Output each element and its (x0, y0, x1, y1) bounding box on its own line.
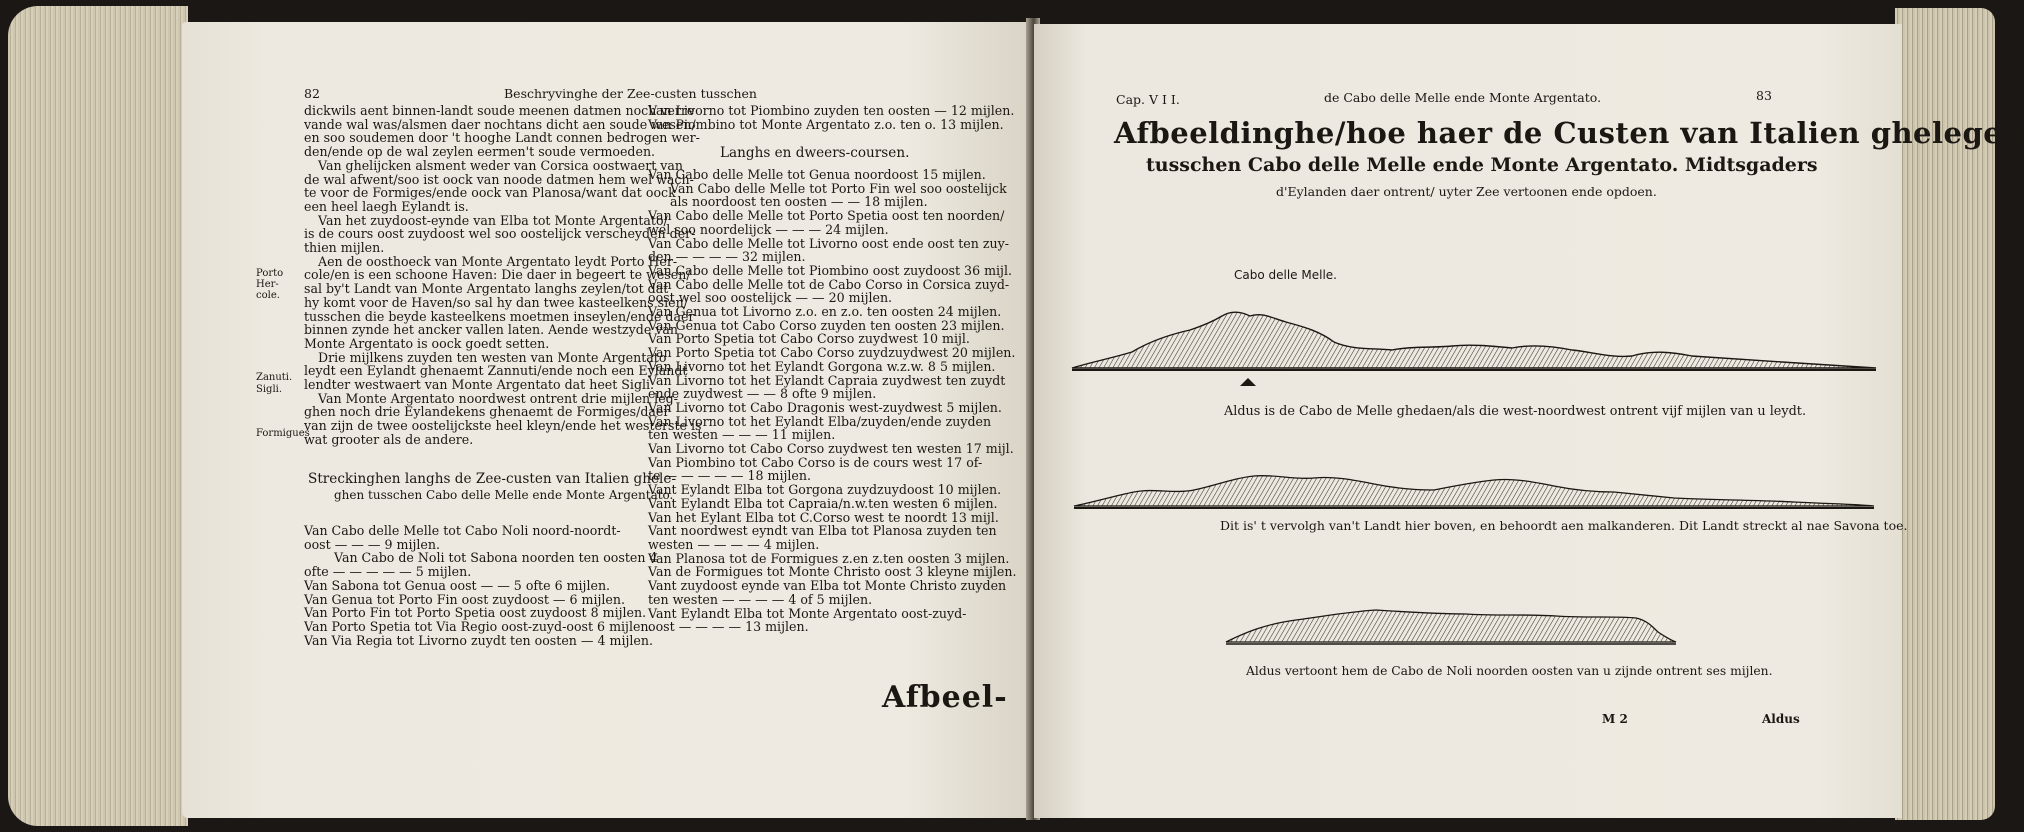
text-line: Van Livorno tot Cabo Dragonis west-zuydwest 5 mijlen. (648, 399, 1002, 415)
text-line: binnen zynde het ancker vallen laten. Aende westzyde van (304, 322, 679, 338)
right-catchword: Aldus (1762, 712, 1800, 726)
text-line: Van Genua tot Livorno z.o. en z.o. ten oosten 24 mijlen. (648, 304, 1002, 320)
text-line: Vant noordwest eyndt van Elba tot Planosa zuyden ten (648, 523, 997, 539)
cabo-delle-melle-label: Cabo delle Melle. (1234, 268, 1337, 282)
text-line: Van het Eylant Elba tot C.Corso west te noordt 13 mijl. (648, 509, 999, 525)
text-line: een heel laegh Eylandt is. (304, 198, 469, 214)
ship-marker (1240, 378, 1256, 386)
coastal-view-continuation (1074, 466, 1874, 516)
cross-courses-heading: Langhs en dweers-coursen. (720, 145, 910, 161)
text-line: Van Cabo delle Melle tot Livorno oost ende oost ten zuy- (648, 235, 1009, 251)
cross-courses-list (648, 167, 1017, 635)
text-line: Van Cabo de Noli tot Sabona noorden ten oosten 4 (334, 550, 658, 566)
text-line: ghen noch drie Eylandekens ghenaemt de Formiges/daer (304, 404, 670, 420)
text-line: Drie mijlkens zuyden ten westen van Monte Argentato (318, 349, 667, 365)
text-line: den/ende op de wal zeylen eermen't soude vermoeden. (304, 144, 656, 160)
text-line: Van Porto Spetia tot Cabo Corso zuydzuydwest 20 mijlen. (648, 345, 1016, 361)
text-line: Van Cabo delle Melle tot Porto Fin wel soo oostelijck (670, 180, 1007, 196)
text-line: leydt een Eylandt ghenaemt Zannuti/ende noch een Eylandt (304, 363, 688, 379)
text-line: ofte — — — — — 5 mijlen. (304, 564, 472, 580)
text-line: tusschen die beyde kasteelkens moetmen inseylen/ende daer (304, 308, 695, 324)
text-line: vande wal was/alsmen daer nochtans dicht aen soude wesen/ (304, 116, 696, 132)
text-line: de wal afwent/soo ist oock van noode datmen hem wel wach- (304, 171, 694, 187)
text-line: Van Livorno tot het Eylandt Elba/zuyden/ende zuyden (648, 413, 992, 429)
text-line: en soo soudemen door 't hooghe Landt connen bedrogen wer- (304, 130, 700, 146)
text-line: ende zuydwest — — 8 ofte 9 mijlen. (648, 386, 877, 402)
view1-caption: Aldus is de Cabo de Melle ghedaen/als die west-noordwest ontrent vijf mijlen van u leydt. (1224, 404, 1807, 419)
text-line: Van Cabo delle Melle tot Genua noordoost 15 mijlen. (648, 167, 986, 182)
text-line: Van Livorno tot Piombino zuyden ten oosten — 12 mijlen. (648, 103, 1015, 118)
margin-note-formigues: Formigues (256, 428, 310, 439)
text-line: te voor de Formiges/ende oock van Planosa/want dat oock (304, 185, 676, 201)
text-line: den — — — — 32 mijlen. (648, 249, 806, 265)
text-line: lendter westwaert van Monte Argentato dat heet Sigli. (304, 377, 655, 393)
margin-note-zanuti: Zanuti. (256, 372, 293, 383)
text-line: Van Planosa tot de Formigues z.en z.ten oosten 3 mijlen. (648, 550, 1010, 566)
text-line: oost wel soo oostelijck — — 20 mijlen. (648, 290, 893, 306)
chapter-heading: Cap. V I I. (1116, 92, 1180, 107)
text-line: van zijn de twee oostelijckste heel kleyn/ende het westerste is (304, 418, 702, 434)
text-line: westen — — — — 4 mijlen. (648, 536, 820, 552)
right-page-number: 83 (1756, 88, 1772, 103)
text-line: Vant Eylandt Elba tot Gorgona zuydzuydoost 10 mijlen. (648, 482, 1002, 498)
text-line: Van het zuydoost-eynde van Elba tot Monte Argentato/ (318, 212, 668, 228)
left-column-text (304, 103, 702, 447)
text-line: Van Piombino tot Cabo Corso is de cours west 17 of- (648, 454, 983, 470)
text-line: hy komt voor de Haven/so sal hy dan twee kasteelkens sien/ (304, 294, 688, 310)
text-line: Vant zuydoost eynde van Elba tot Monte Christo zuyden (648, 578, 1007, 594)
text-line: wel soo noordelijck — — — 24 mijlen. (648, 221, 889, 237)
text-line: te — — — — — 18 mijlen. (648, 468, 811, 484)
margin-note-sigli: Sigli. (256, 384, 283, 395)
text-line: Van Livorno tot het Eylandt Gorgona w.z.w. 8 5 mijlen. (648, 358, 996, 374)
text-line: als noordoost ten oosten — — 18 mijlen. (670, 194, 928, 210)
text-line: Van Livorno tot Cabo Corso zuydwest ten westen 17 mijl. (648, 441, 1014, 457)
text-line: Van Genua tot Cabo Corso zuyden ten oosten 23 mijlen. (648, 317, 1005, 333)
text-line: Van ghelijcken alsment weder van Corsica oostwaert van (318, 157, 684, 173)
text-line: Vant Eylandt Elba tot Monte Argentato oost-zuyd- (648, 605, 967, 621)
right-running-head: de Cabo delle Melle ende Monte Argentato. (1324, 90, 1602, 105)
land-silhouette-1 (1072, 312, 1876, 368)
view2-caption: Dit is' t vervolgh van't Landt hier boven, en behoordt aen malkanderen. Dit Landt streckt al nae Savona toe. (1220, 518, 1908, 533)
section-heading-cont: ghen tusschen Cabo delle Melle ende Monte Argentato. (334, 488, 674, 502)
text-line: oost — — — — 13 mijlen. (648, 619, 809, 635)
text-line: Van Piombino tot Monte Argentato z.o. ten o. 13 mijlen. (648, 116, 1004, 132)
text-line: Van de Formigues tot Monte Christo oost 3 kleyne mijlen. (648, 564, 1017, 580)
text-line: Aen de oosthoeck van Monte Argentato leydt Porto Her- (318, 253, 678, 269)
text-line: Van Sabona tot Genua oost — — 5 ofte 6 mijlen. (304, 577, 611, 593)
text-line: is de cours oost zuydoost wel soo oostelijck verscheyden der- (304, 226, 696, 242)
text-line: ten westen — — — 11 mijlen. (648, 427, 836, 443)
right-page (1034, 24, 2024, 818)
text-line: Van Via Regia tot Livorno zuydt ten oosten — 4 mijlen. (304, 632, 653, 648)
land-silhouette-2 (1074, 476, 1874, 506)
text-line: Van Genua tot Porto Fin oost zuydoost — 6 mijlen. (304, 591, 625, 607)
text-line: Van Monte Argentato noordwest ontrent drie mijlen leg- (318, 390, 678, 406)
text-line: thien mijlen. (304, 240, 385, 256)
text-line: sal by't Landt van Monte Argentato langhs zeylen/tot dat (304, 281, 669, 297)
text-line: cole/en is een schoone Haven: Die daer in begeert te wesen/ (304, 267, 691, 283)
distance-list-1 (304, 523, 658, 648)
text-line: Van Porto Spetia tot Via Regio oost-zuyd-oost 6 mijlen. (304, 618, 653, 634)
left-page (182, 22, 1032, 818)
left-page-edges (8, 6, 188, 826)
coastal-view-cabo-de-noli (1226, 602, 1676, 652)
text-line: wat grooter als de andere. (304, 431, 474, 447)
left-page-number: 82 (304, 86, 320, 101)
text-line: ten westen — — — — 4 of 5 mijlen. (648, 591, 873, 607)
text-line: Van Porto Fin tot Porto Spetia oost zuydoost 8 mijlen. (304, 605, 647, 621)
text-line: dickwils aent binnen-landt soude meenen datmen noch verre (304, 103, 695, 118)
view3-caption: Aldus vertoont hem de Cabo de Noli noorden oosten van u zijnde ontrent ses mijlen. (1246, 664, 1773, 678)
plate-subtitle-2: d'Eylanden daer ontrent/ uyter Zee vertoonen ende opdoen. (1276, 184, 1657, 199)
text-line: Monte Argentato is oock goedt setten. (304, 335, 550, 351)
section-heading: Streckinghen langhs de Zee-custen van Italien ghele- (308, 471, 677, 487)
signature-mark: M 2 (1602, 712, 1628, 726)
right-column-top (648, 103, 1015, 132)
text-line: Van Cabo delle Melle tot Cabo Noli noord-noordt- (304, 523, 621, 538)
text-line: Van Livorno tot het Eylandt Capraia zuydwest ten zuydt (648, 372, 1006, 388)
left-running-head: Beschryvinghe der Zee-custen tusschen (504, 86, 757, 101)
text-line: Vant Eylandt Elba tot Capraia/n.w.ten westen 6 mijlen. (648, 495, 998, 511)
text-line: Van Cabo delle Melle tot Porto Spetia oost ten noorden/ (648, 208, 1005, 224)
land-silhouette-3 (1226, 610, 1676, 642)
left-catchword: Afbeel- (882, 680, 1008, 715)
plate-title: Afbeeldinghe/hoe haer de Custen van Italien ghelegen (1114, 116, 2024, 150)
text-line: Van Cabo delle Melle tot de Cabo Corso in Corsica zuyd- (648, 276, 1010, 292)
coastal-view-cabo-delle-melle (1072, 286, 1876, 396)
text-line: oost — — — 9 mijlen. (304, 536, 440, 552)
margin-note-porto-hercole: Porto Her-cole. (256, 268, 284, 301)
plate-subtitle: tusschen Cabo delle Melle ende Monte Argentato. Midtsgaders (1146, 154, 1818, 176)
text-line: Van Porto Spetia tot Cabo Corso zuydwest 10 mijl. (648, 331, 970, 347)
text-line: Van Cabo delle Melle tot Piombino oost zuydoost 36 mijl. (648, 262, 1012, 278)
